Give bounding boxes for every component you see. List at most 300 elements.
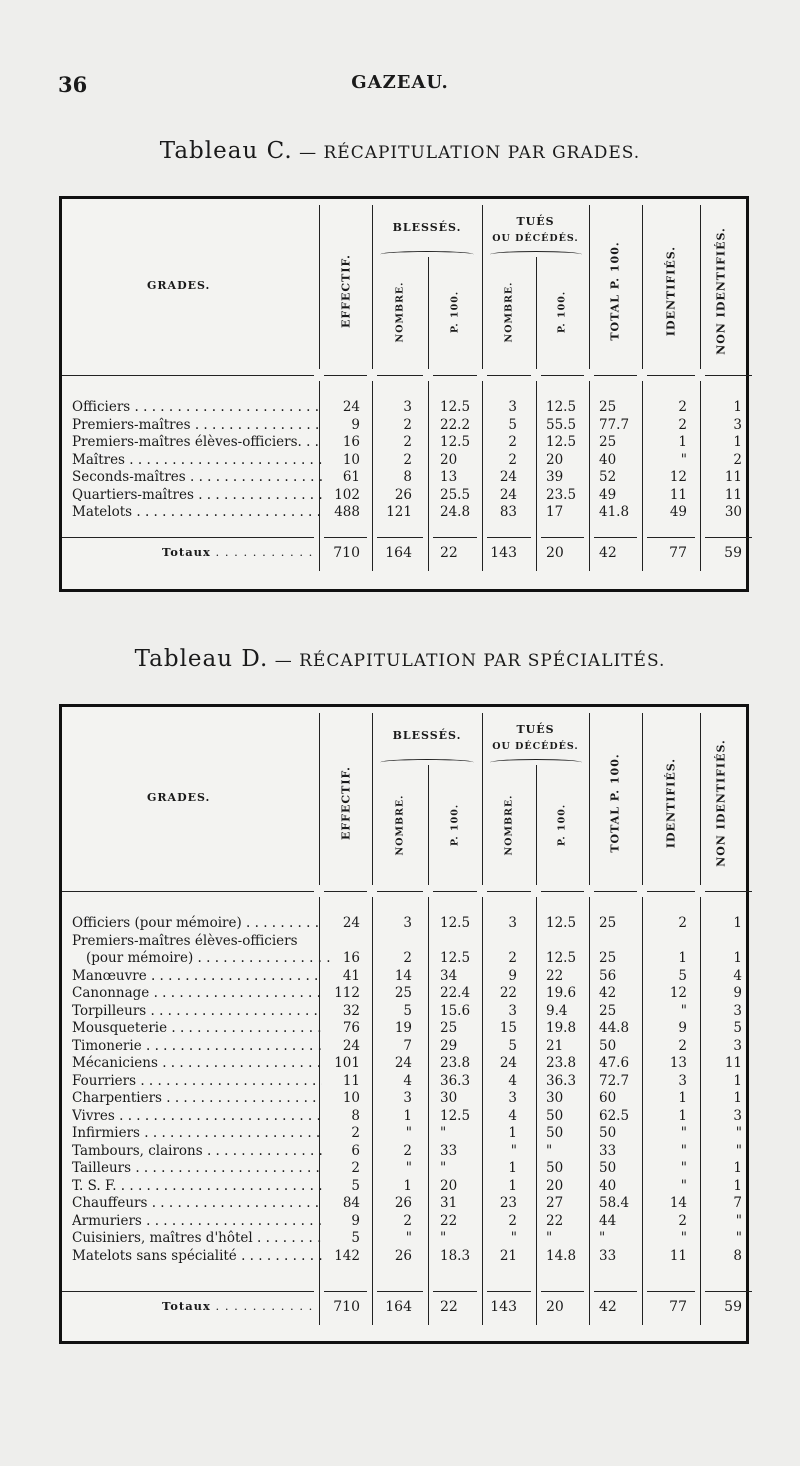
identifies-header: IDENTIFIÉS. — [664, 757, 678, 848]
row-value: 12.5 — [440, 915, 471, 931]
row-value: " — [405, 1125, 412, 1141]
tues-p100-header: P. 100. — [556, 803, 568, 846]
row-label: Torpilleurs . . . — [72, 1003, 322, 1021]
table-row — [62, 1003, 746, 1021]
row-value: 77.7 — [599, 416, 630, 433]
row-value: 34 — [440, 967, 458, 984]
row-value: 9.4 — [546, 1002, 568, 1019]
row-value: 2 — [403, 950, 412, 966]
row-value: 25.5 — [440, 486, 471, 503]
row-value: 1 — [733, 399, 742, 415]
row-value: 22 — [440, 1212, 458, 1229]
blesses-nombre-header: NOMBRE. — [394, 794, 406, 856]
total-value: 143 — [490, 545, 517, 561]
row-value: 2 — [403, 451, 412, 468]
row-label: Manœuvre . . . — [72, 968, 322, 986]
row-label: Tailleurs . . . — [72, 1160, 322, 1178]
row-label: Premiers-maîtres . . . — [72, 417, 322, 435]
row-value: 12 — [669, 985, 687, 1001]
row-value: 84 — [342, 1195, 360, 1211]
row-value: 15.6 — [440, 1002, 471, 1019]
row-value: 50 — [599, 1125, 617, 1141]
row-value: " — [680, 1177, 687, 1194]
row-value: 12.5 — [440, 434, 471, 450]
row-value: 2 — [678, 1037, 687, 1054]
row-value: 5 — [678, 967, 687, 984]
table-d-title-dash: — — [274, 651, 293, 671]
row-value: 22 — [546, 967, 564, 984]
row-value: 25 — [599, 1002, 617, 1019]
running-head: GAZEAU. — [351, 72, 449, 93]
row-value: 1 — [678, 1107, 687, 1124]
row-value: 24.8 — [440, 504, 471, 520]
row-value: 10 — [342, 451, 360, 468]
row-label: Chauffeurs . . . — [72, 1195, 322, 1213]
row-value: 2 — [678, 1212, 687, 1229]
row-value: 52 — [599, 469, 617, 485]
grades-header: GRADES. — [147, 279, 211, 292]
table-d-title — [0, 646, 800, 672]
row-value: " — [440, 1160, 447, 1176]
row-value: " — [680, 1125, 687, 1141]
blesses-p100-header: P. 100. — [449, 290, 461, 333]
row-value: 2 — [508, 451, 517, 468]
total-p100-header: TOTAL P. 100. — [608, 752, 622, 853]
rule — [705, 891, 752, 892]
row-value: 3 — [508, 915, 517, 931]
decedes-header: OU DÉCÉDÉS. — [492, 741, 579, 752]
row-value: " — [735, 1125, 742, 1141]
row-value: 5 — [351, 1230, 360, 1246]
row-label: Cuisiniers, maîtres d'hôtel . . . — [72, 1230, 322, 1248]
rule — [647, 375, 695, 376]
blesses-header: BLESSÉS. — [392, 221, 462, 234]
row-label: Vivres . . . — [72, 1108, 322, 1126]
page-number: 36 — [58, 72, 88, 97]
table-row — [62, 1055, 746, 1073]
row-value: 22.2 — [440, 416, 471, 433]
rule — [705, 375, 752, 376]
total-value: 143 — [490, 1299, 517, 1315]
row-value: 1 — [733, 950, 742, 966]
rule — [377, 1291, 423, 1292]
row-value: " — [680, 1160, 687, 1176]
rule — [324, 375, 367, 376]
row-value: 72.7 — [599, 1072, 630, 1089]
column-divider — [319, 205, 320, 369]
table-body — [62, 915, 746, 1265]
row-value: 102 — [334, 486, 360, 503]
row-label: Premiers-maîtres élèves-officiers — [72, 932, 298, 949]
total-value: 20 — [546, 1299, 564, 1315]
row-value: 2 — [508, 950, 517, 966]
row-value: 8 — [351, 1107, 360, 1124]
column-divider — [319, 713, 320, 885]
row-value: 16 — [342, 950, 360, 966]
row-value: 11 — [724, 1055, 742, 1071]
table-row — [62, 968, 746, 986]
row-value: 47.6 — [599, 1055, 630, 1071]
row-value: 50 — [546, 1125, 564, 1141]
row-value: 19.8 — [546, 1020, 577, 1036]
row-value: 8 — [403, 469, 412, 485]
row-value: " — [510, 1142, 517, 1159]
row-value: 6 — [351, 1142, 360, 1159]
row-value: 24 — [499, 486, 517, 503]
column-divider — [482, 713, 483, 885]
row-value: 61 — [342, 469, 360, 485]
rule — [324, 891, 367, 892]
row-value: 5 — [508, 416, 517, 433]
rule — [487, 537, 531, 538]
non-identifies-header: NON IDENTIFIÉS. — [714, 738, 728, 867]
rule — [594, 537, 637, 538]
row-value: 11 — [342, 1072, 360, 1089]
row-label: Mécaniciens . . . — [72, 1055, 322, 1073]
row-label: Matelots sans spécialité . . . — [72, 1248, 322, 1266]
rule — [377, 375, 423, 376]
rule — [594, 891, 637, 892]
row-value: 42 — [599, 985, 617, 1001]
row-label: Seconds-maîtres . . . — [72, 469, 322, 487]
row-value: 22 — [546, 1212, 564, 1229]
row-value: 1 — [508, 1177, 517, 1194]
row-value: 14.8 — [546, 1247, 577, 1264]
row-value: " — [680, 451, 687, 468]
rule — [487, 891, 531, 892]
column-divider — [372, 897, 373, 1325]
row-value: 3 — [733, 1002, 742, 1019]
column-divider — [589, 205, 590, 369]
row-value: 12 — [669, 469, 687, 485]
row-value: 16 — [342, 434, 360, 450]
rule — [377, 891, 423, 892]
column-divider — [589, 897, 590, 1325]
rule — [647, 1291, 695, 1292]
column-divider — [536, 381, 537, 571]
row-value: 4 — [508, 1107, 517, 1124]
row-value: 112 — [334, 985, 360, 1001]
rule — [647, 537, 695, 538]
effectif-header: EFFECTIF. — [339, 253, 353, 328]
column-divider — [372, 381, 373, 571]
row-value: " — [735, 1142, 742, 1159]
identifies-header: IDENTIFIÉS. — [664, 245, 678, 336]
table-row — [62, 504, 746, 522]
row-value: 1 — [733, 1090, 742, 1106]
column-divider — [642, 205, 643, 369]
row-label: Premiers-maîtres élèves-officiers. . . . — [72, 434, 322, 452]
total-value: 77 — [669, 1299, 687, 1315]
row-value: 1 — [403, 1177, 412, 1194]
row-value: 101 — [334, 1055, 360, 1071]
column-divider — [536, 897, 537, 1325]
rule — [541, 375, 584, 376]
total-value: 59 — [724, 545, 742, 561]
column-divider — [428, 897, 429, 1325]
row-value: 9 — [351, 416, 360, 433]
tues-header: TUÉS — [516, 215, 555, 228]
row-value: 3 — [508, 1002, 517, 1019]
row-label: Charpentiers . . . — [72, 1090, 322, 1108]
table-d — [59, 704, 749, 1344]
row-label: Officiers . . . — [72, 399, 322, 417]
row-value: 21 — [499, 1247, 517, 1264]
row-value: 30 — [724, 504, 742, 520]
row-value: 2 — [678, 915, 687, 931]
table-row — [62, 1090, 746, 1108]
tues-header: TUÉS — [516, 723, 555, 736]
total-value: 59 — [724, 1299, 742, 1315]
row-value: 31 — [440, 1195, 458, 1211]
rule — [541, 891, 584, 892]
table-row — [62, 1178, 746, 1196]
table-row — [62, 434, 746, 452]
row-value: 19.6 — [546, 985, 577, 1001]
row-value: 44.8 — [599, 1020, 630, 1036]
row-value: 3 — [508, 399, 517, 415]
column-divider — [428, 381, 429, 571]
column-divider — [589, 381, 590, 571]
column-divider — [589, 713, 590, 885]
rule — [487, 375, 531, 376]
row-value: 20 — [546, 1177, 564, 1194]
table-body — [62, 399, 746, 522]
table-row — [62, 469, 746, 487]
row-value: 7 — [733, 1195, 742, 1211]
rule — [62, 1291, 314, 1292]
row-value: 11 — [724, 486, 742, 503]
total-value: 20 — [546, 545, 564, 561]
blesses-p100-header: P. 100. — [449, 803, 461, 846]
row-value: 3 — [403, 1090, 412, 1106]
column-divider — [642, 897, 643, 1325]
row-value: 33 — [599, 1142, 617, 1159]
row-value: " — [510, 1230, 517, 1246]
table-row — [62, 950, 746, 968]
row-value: 24 — [499, 469, 517, 485]
row-value: 25 — [394, 985, 412, 1001]
row-value: 44 — [599, 1212, 617, 1229]
row-value: 14 — [394, 967, 412, 984]
row-value: 13 — [669, 1055, 687, 1071]
row-value: 50 — [546, 1160, 564, 1176]
table-header — [62, 199, 746, 375]
table-c-title-rest: RÉCAPITULATION PAR GRADES. — [323, 143, 641, 163]
row-value: 49 — [669, 504, 687, 520]
row-value: 142 — [334, 1247, 360, 1264]
row-value: 62.5 — [599, 1107, 630, 1124]
row-value: 1 — [678, 1090, 687, 1106]
total-value: 22 — [440, 1299, 458, 1315]
row-value: 23 — [499, 1195, 517, 1211]
row-value: 1 — [508, 1125, 517, 1141]
row-label: Tambours, clairons . . . — [72, 1143, 322, 1161]
column-divider — [700, 205, 701, 369]
row-label: Infirmiers . . . — [72, 1125, 322, 1143]
row-value: 2 — [403, 1212, 412, 1229]
row-value: " — [680, 1142, 687, 1159]
row-value: 22.4 — [440, 985, 471, 1001]
row-value: " — [405, 1230, 412, 1246]
row-value: 32 — [342, 1002, 360, 1019]
total-value: 77 — [669, 545, 687, 561]
row-value: 58.4 — [599, 1195, 630, 1211]
row-value: 33 — [599, 1247, 617, 1264]
rule — [62, 375, 314, 376]
row-value: 36.3 — [546, 1072, 577, 1089]
row-value: 11 — [669, 1247, 687, 1264]
row-value: 29 — [440, 1037, 458, 1054]
column-divider — [319, 897, 320, 1325]
row-value: 12.5 — [440, 399, 471, 415]
row-value: 3 — [678, 1072, 687, 1089]
row-value: 23.8 — [440, 1055, 471, 1071]
row-value: 40 — [599, 451, 617, 468]
total-value: 164 — [385, 545, 412, 561]
row-value: 25 — [599, 434, 617, 450]
row-value: 3 — [403, 915, 412, 931]
rule — [594, 375, 637, 376]
row-value: 30 — [440, 1090, 458, 1106]
row-value: 12.5 — [440, 950, 471, 966]
column-divider — [428, 257, 429, 369]
row-value: 15 — [499, 1020, 517, 1036]
table-row — [62, 933, 746, 951]
row-value: 41 — [342, 967, 360, 984]
table-row — [62, 1108, 746, 1126]
row-value: 49 — [599, 486, 617, 503]
row-value: 50 — [599, 1037, 617, 1054]
row-value: 20 — [440, 451, 458, 468]
table-row — [62, 1195, 746, 1213]
table-row — [62, 915, 746, 933]
table-row — [62, 1143, 746, 1161]
row-label: Armuriers . . . — [72, 1213, 322, 1231]
tues-nombre-header: NOMBRE. — [503, 794, 515, 856]
grades-header: GRADES. — [147, 791, 211, 804]
row-value: 1 — [403, 1107, 412, 1124]
row-label: Canonnage . . . — [72, 985, 322, 1003]
row-value: 33 — [440, 1142, 458, 1159]
table-row — [62, 1160, 746, 1178]
row-value: 36.3 — [440, 1072, 471, 1089]
row-value: 50 — [599, 1160, 617, 1176]
row-value: " — [680, 1002, 687, 1019]
row-value: 3 — [733, 416, 742, 433]
row-value: 3 — [403, 399, 412, 415]
row-value: 76 — [342, 1020, 360, 1036]
row-value: 60 — [599, 1090, 617, 1106]
row-value: " — [440, 1230, 447, 1246]
row-value: 4 — [403, 1072, 412, 1089]
row-value: 2 — [403, 1142, 412, 1159]
row-value: 24 — [394, 1055, 412, 1071]
blesses-header: BLESSÉS. — [392, 729, 462, 742]
table-row — [62, 1073, 746, 1091]
rule — [705, 537, 752, 538]
tues-brace — [490, 759, 582, 766]
rule — [647, 891, 695, 892]
total-value: 22 — [440, 545, 458, 561]
column-divider — [428, 765, 429, 885]
column-divider — [642, 713, 643, 885]
row-label: (pour mémoire) . . . — [86, 950, 336, 968]
total-p100-header: TOTAL P. 100. — [608, 240, 622, 341]
tues-brace — [490, 251, 582, 258]
total-value: 710 — [333, 545, 360, 561]
table-c-title-prefix: Tableau C. — [159, 138, 293, 164]
row-value: 5 — [733, 1020, 742, 1036]
row-value: " — [405, 1160, 412, 1176]
row-value: 26 — [394, 486, 412, 503]
column-divider — [700, 381, 701, 571]
row-label: Officiers (pour mémoire) . . . — [72, 915, 322, 933]
row-value: 20 — [546, 451, 564, 468]
blesses-nombre-header: NOMBRE. — [394, 281, 406, 343]
row-value: 1 — [733, 1160, 742, 1176]
row-value: 30 — [546, 1090, 564, 1106]
row-value: 41.8 — [599, 504, 630, 520]
row-value: 24 — [342, 399, 360, 415]
row-value: 23.5 — [546, 486, 577, 503]
row-label: T. S. F. . . . — [72, 1178, 322, 1196]
row-value: 5 — [403, 1002, 412, 1019]
tues-p100-header: P. 100. — [556, 290, 568, 333]
rule — [433, 375, 477, 376]
blesses-brace — [380, 759, 474, 766]
rule — [705, 1291, 752, 1292]
row-value: 23.8 — [546, 1055, 577, 1071]
row-value: 2 — [678, 416, 687, 433]
row-value: 24 — [342, 915, 360, 931]
table-header — [62, 707, 746, 891]
row-value: 12.5 — [546, 915, 577, 931]
table-row — [62, 1248, 746, 1266]
row-value: 9 — [351, 1212, 360, 1229]
row-value: 24 — [499, 1055, 517, 1071]
row-value: 1 — [678, 950, 687, 966]
row-value: 56 — [599, 967, 617, 984]
row-value: 10 — [342, 1090, 360, 1106]
row-value: 1 — [733, 1177, 742, 1194]
total-label: Totaux . . . — [162, 1299, 317, 1313]
row-value: 3 — [508, 1090, 517, 1106]
row-value: 9 — [733, 985, 742, 1001]
row-value: 2 — [403, 434, 412, 450]
row-value: 12.5 — [546, 399, 577, 415]
row-value: 4 — [508, 1072, 517, 1089]
total-value: 42 — [599, 1299, 617, 1315]
row-value: 1 — [508, 1160, 517, 1176]
total-value: 164 — [385, 1299, 412, 1315]
row-value: " — [440, 1125, 447, 1141]
table-row — [62, 985, 746, 1003]
row-value: 22 — [499, 985, 517, 1001]
rule — [541, 537, 584, 538]
row-value: 9 — [508, 967, 517, 984]
rule — [541, 1291, 584, 1292]
table-row — [62, 1230, 746, 1248]
column-divider — [482, 897, 483, 1325]
row-value: 488 — [334, 504, 360, 520]
row-value: 3 — [733, 1107, 742, 1124]
column-divider — [642, 381, 643, 571]
row-value: 55.5 — [546, 416, 577, 433]
table-row — [62, 487, 746, 505]
decedes-header: OU DÉCÉDÉS. — [492, 233, 579, 244]
row-value: 40 — [599, 1177, 617, 1194]
